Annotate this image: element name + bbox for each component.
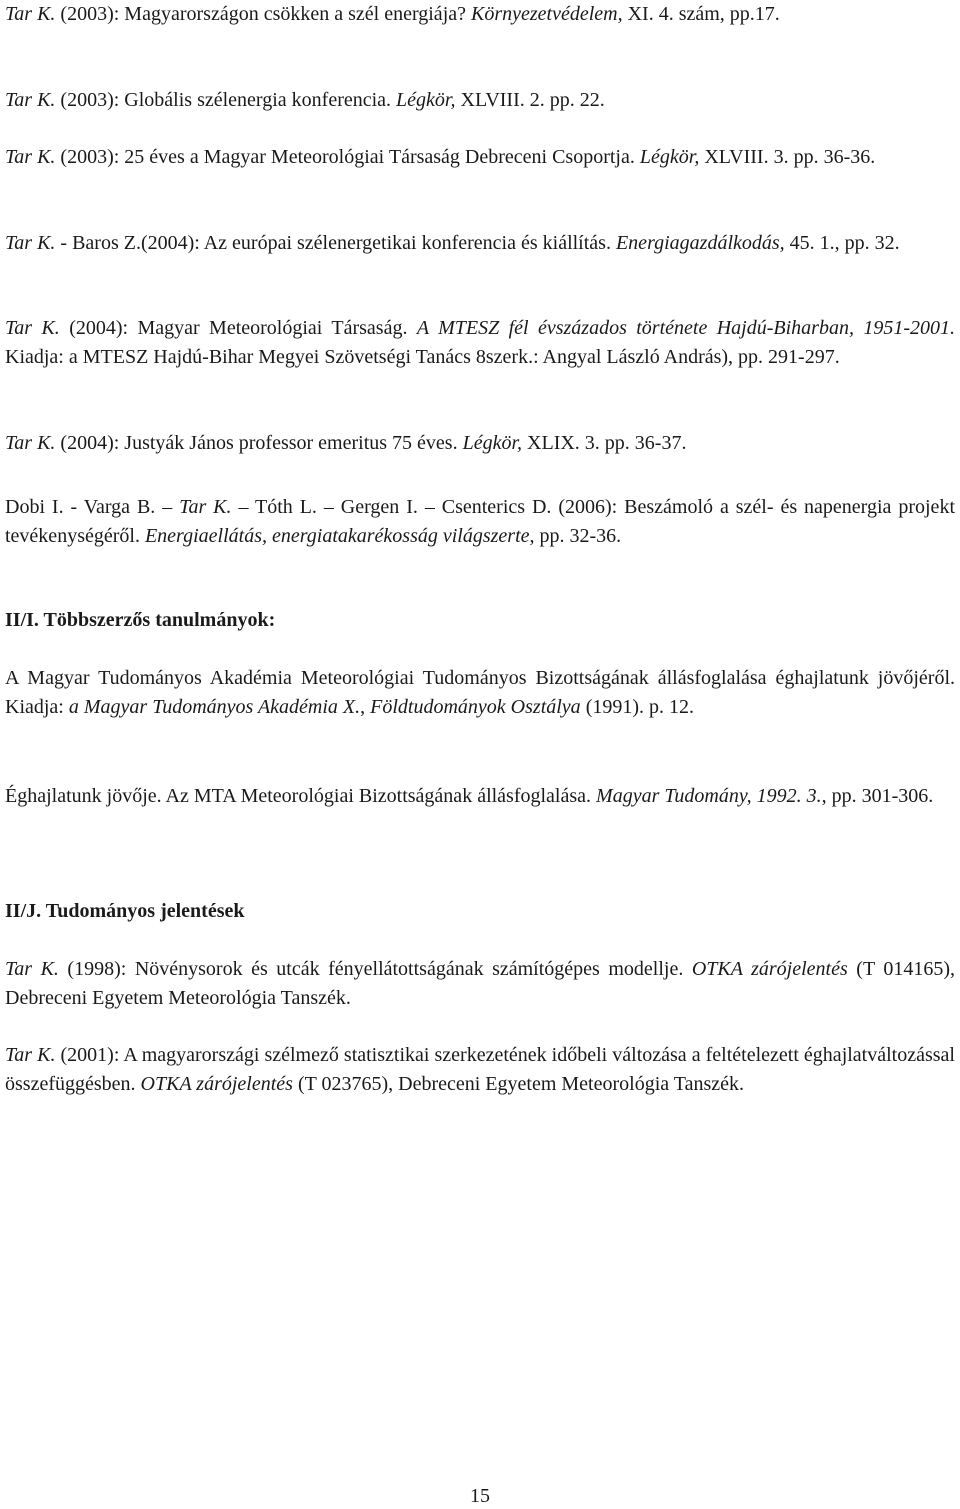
reference-details: , pp. 32-36. [529,525,622,547]
reference-title: – Tóth L. – Gergen I. – Csenterics D. (2006): Beszámoló a szél- és napenergia projekt tevékenységéről. [5,496,955,547]
publisher-name: a Magyar Tudományos Akadémia X. [68,696,361,718]
author-name: Tar K. [5,232,56,254]
reference-entry [5,1041,955,1099]
section-heading: II/I. Többszerzős tanulmányok: [5,609,276,631]
reference-entry [5,493,955,551]
journal-name: Energiaellátás, energiatakarékosság világszerte [144,525,530,547]
reference-entry [5,86,955,115]
reference-title: A Magyar Tudományos Akadémia Meteorológiai Tudományos Bizottságának állásfoglalása éghajlatunk jövőjéről. Kiadja: [5,667,955,718]
author-name: Tar K. [5,146,56,168]
reference-details: XLIX. 3. pp. 36-37. [522,432,687,454]
reference-title: (2003): Globális szélenergia konferencia. [55,89,397,111]
reference-details: , pp. 301-306. [821,785,934,807]
author-name: Tar K. [5,432,56,454]
reference-entry [5,229,955,258]
reference-title: (1998): Növénysorok és utcák fényellátottságának számítógépes modellje. [58,958,692,980]
journal-name: Légkör, [639,146,700,168]
journal-name: Magyar Tudomány, 1992. 3. [596,785,822,807]
page-number: 15 [470,1485,490,1507]
book-title: A MTESZ fél évszázados története Hajdú-Biharban, 1951-2001. [416,317,955,339]
reference-details: (1991). p. 12. [580,696,695,718]
reference-details: Kiadja: a MTESZ Hajdú-Bihar Megyei Szövetségi Tanács 8szerk.: Angyal László András), pp. 291-297. [5,346,840,368]
report-type: OTKA zárójelentés [140,1073,293,1095]
reference-entry [5,143,955,172]
reference-title: (2003): Magyarországon csökken a szél energiája? [55,3,471,25]
separator: , [360,696,371,718]
journal-name: Környezetvédelem, [471,3,623,25]
publisher-department: Földtudományok Osztálya [370,696,581,718]
reference-entry [5,782,955,811]
section-heading: II/J. Tudományos jelentések [5,900,245,922]
reference-entry [5,0,955,29]
reference-entry [5,955,955,1013]
co-authors: Dobi I. - Varga B. – [5,496,180,518]
journal-name: Légkör, [396,89,456,111]
reference-title: (2001): A magyarországi szélmező statisztikai szerkezetének időbeli változása a feltételezett éghajlatváltozással összefüggésben. [5,1044,955,1095]
journal-name: Légkör, [462,432,523,454]
reference-entry [5,314,955,372]
reference-details: (T 023765), Debreceni Egyetem Meteorológia Tanszék. [292,1073,744,1095]
reference-title: Éghajlatunk jövője. Az MTA Meteorológiai Bizottságának állásfoglalása. [5,785,597,807]
author-name: Tar K. [5,317,60,339]
author-name: Tar K. [5,958,59,980]
reference-details: XLVIII. 3. pp. 36-36. [699,146,876,168]
reference-details: XI. 4. szám, pp.17. [622,3,780,25]
reference-entry [5,429,955,458]
document-page [5,0,955,1509]
reference-details: (T 014165), Debreceni Egyetem Meteorológia Tanszék. [5,958,955,1009]
author-name: Tar K. [5,89,56,111]
reference-title: - Baros Z.(2004): Az európai szélenergetikai konferencia és kiállítás. [55,232,616,254]
author-name: Tar K. [5,3,56,25]
reference-title: (2004): Justyák János professor emeritus 75 éves. [55,432,463,454]
report-type: OTKA zárójelentés [691,958,848,980]
reference-details: XLVIII. 2. pp. 22. [455,89,605,111]
author-name: Tar K. [5,1044,56,1066]
reference-details: 45. 1., pp. 32. [784,232,900,254]
reference-title: (2004): Magyar Meteorológiai Társaság. [59,317,417,339]
reference-title: (2003): 25 éves a Magyar Meteorológiai Társaság Debreceni Csoportja. [55,146,640,168]
journal-name: Energiagazdálkodás, [615,232,785,254]
author-name: Tar K. [179,496,232,518]
reference-entry [5,664,955,722]
